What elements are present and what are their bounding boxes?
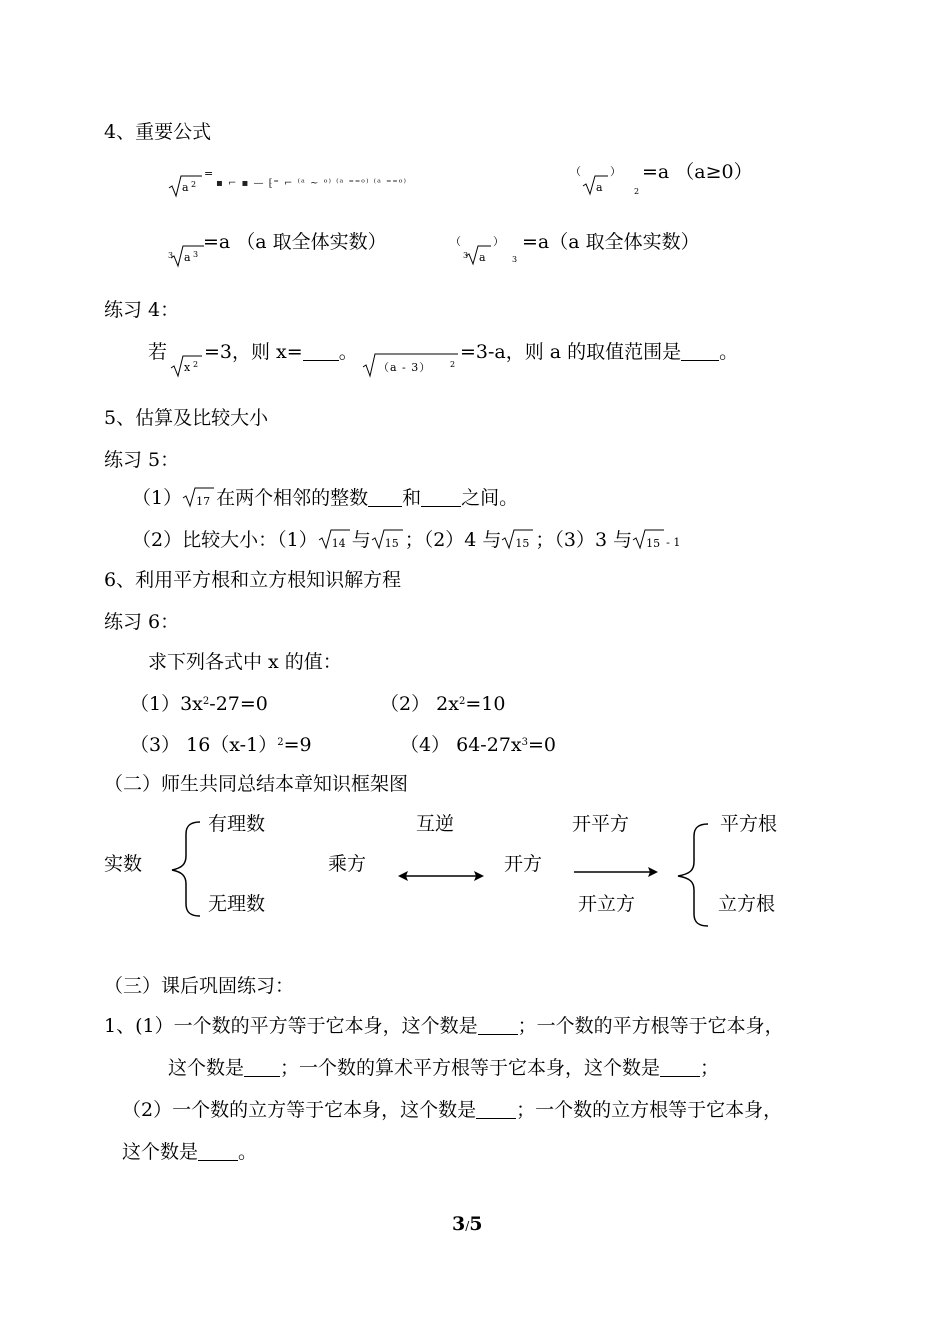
- exponent: 2: [450, 360, 456, 369]
- radicand: x: [184, 361, 191, 374]
- label-inverse: 互逆: [416, 813, 455, 835]
- answer-blank[interactable]: [244, 1058, 280, 1077]
- formula-4-rhs: =a（a 取全体实数）: [522, 231, 700, 253]
- homework-line-2: 这个数是 ；一个数的算术平方根等于它本身，这个数是 ；: [168, 1057, 720, 1079]
- exponent: 3: [193, 250, 199, 259]
- practice-5-q1: （1） 17 在两个相邻的整数 和 之间。: [132, 487, 519, 509]
- answer-blank[interactable]: [421, 488, 461, 507]
- formula-2-rhs: =a （a≥0）: [642, 161, 753, 183]
- answer-blank[interactable]: [368, 488, 402, 507]
- radical-15: 15: [632, 528, 666, 550]
- formula-2-exp: 2: [634, 187, 640, 196]
- node-root-extraction: 开方: [504, 853, 543, 875]
- answer-blank[interactable]: [198, 1142, 238, 1161]
- radicand: （a - 3）: [378, 361, 432, 374]
- left-brace-icon: [674, 822, 710, 928]
- section-5-title: 5、估算及比较大小: [104, 407, 269, 429]
- homework-line-4: 这个数是 。: [122, 1141, 258, 1163]
- equation-4: （4） $64-27x^3=0$: [400, 734, 557, 756]
- radical-15: 15: [371, 528, 405, 550]
- radical-14: 14: [318, 528, 352, 550]
- practice-4-label: 练习 4：: [104, 299, 180, 321]
- node-irrational: 无理数: [208, 893, 266, 915]
- formula-2-radical: [582, 172, 608, 196]
- node-power: 乘方: [328, 853, 367, 875]
- exponent: 2: [191, 180, 197, 189]
- label-square-root-op: 开平方: [572, 813, 630, 835]
- radicand: a: [182, 181, 189, 194]
- formula-4-close: ）: [493, 235, 504, 248]
- node-square-root: 平方根: [720, 813, 778, 835]
- homework-line-3: （2）一个数的立方等于它本身，这个数是 ；一个数的立方根等于它本身，: [122, 1099, 783, 1121]
- answer-blank[interactable]: [303, 342, 339, 361]
- radicand: a: [184, 251, 191, 264]
- radicand: a: [479, 251, 486, 264]
- equation-2: （2） $2x^2=10$: [380, 693, 506, 715]
- practice-4-ruo: 若: [148, 341, 168, 363]
- homework-title: （三）课后巩固练习：: [104, 975, 295, 997]
- formula-4-radical: [463, 242, 493, 268]
- formula-2-close: ）: [610, 165, 621, 178]
- practice-4-radical-x: [170, 352, 202, 378]
- node-cube-root: 立方根: [718, 893, 776, 915]
- practice-6-prompt: 求下列各式中 x 的值：: [148, 651, 342, 673]
- formula-1-equals: =: [204, 167, 214, 180]
- practice-6-label: 练习 6：: [104, 611, 180, 633]
- label-cube-root-op: 开立方: [578, 893, 636, 915]
- practice-4-part-2: =3-a，则 a 的取值范围是 。: [460, 341, 739, 363]
- practice-5-label: 练习 5：: [104, 449, 180, 471]
- answer-blank[interactable]: [478, 1016, 518, 1035]
- homework-line-1: 1、(1）一个数的平方等于它本身，这个数是 ；一个数的平方根等于它本身，: [104, 1015, 784, 1037]
- section-4-title: 4、重要公式: [104, 121, 212, 143]
- equation-3: （3） $16(x-1)^2=9$: [130, 734, 312, 756]
- node-rational: 有理数: [208, 813, 266, 835]
- formula-3-rhs: =a （a 取全体实数）: [203, 231, 387, 253]
- left-brace-icon: [166, 820, 202, 918]
- practice-5-q2: （2）比较大小：（1） 14 与 15 ；（2）4 与 15 ；（3）3 与 15 - 1: [132, 529, 681, 551]
- formula-cbrt-a-cubed: [168, 240, 204, 268]
- answer-blank[interactable]: [660, 1058, 700, 1077]
- root-index: 3: [463, 251, 469, 260]
- formula-4-open: （: [450, 235, 461, 248]
- page-number: 3/5: [452, 1213, 483, 1235]
- summary-title: （二）师生共同总结本章知识框架图: [104, 773, 409, 795]
- radical-sign-icon: [582, 174, 608, 196]
- answer-blank[interactable]: [476, 1100, 516, 1119]
- right-arrow-icon: [572, 864, 660, 880]
- section-6-title: 6、利用平方根和立方根知识解方程: [104, 569, 402, 591]
- root-index: 3: [168, 251, 174, 260]
- formula-2-open: （: [570, 165, 581, 178]
- formula-4-exp: 3: [512, 255, 518, 264]
- radical-15: 15: [501, 528, 535, 550]
- radical-sign-icon: [465, 244, 491, 266]
- radical-17: 17: [182, 486, 216, 508]
- exponent: 2: [193, 360, 199, 369]
- node-real-number: 实数: [104, 853, 143, 875]
- answer-blank[interactable]: [681, 342, 719, 361]
- radicand: a: [596, 181, 603, 194]
- equation-1: $(1)3x^2-27=0$: [130, 693, 268, 715]
- formula-1-garbled: ▪ ⌐ ▪ — ⁅⁼ ⌐ ⁽ᵃ ~ ᵒ⁾ ⁽ᵃ ⁼⁼ᵒ⁾ ⁽ᵃ ⁼⁼ᵒ⁾: [216, 178, 407, 189]
- practice-4-radical-expr: [362, 350, 458, 378]
- practice-4-part-1: =3，则 x= 。: [204, 341, 358, 363]
- double-arrow-icon: [396, 868, 486, 884]
